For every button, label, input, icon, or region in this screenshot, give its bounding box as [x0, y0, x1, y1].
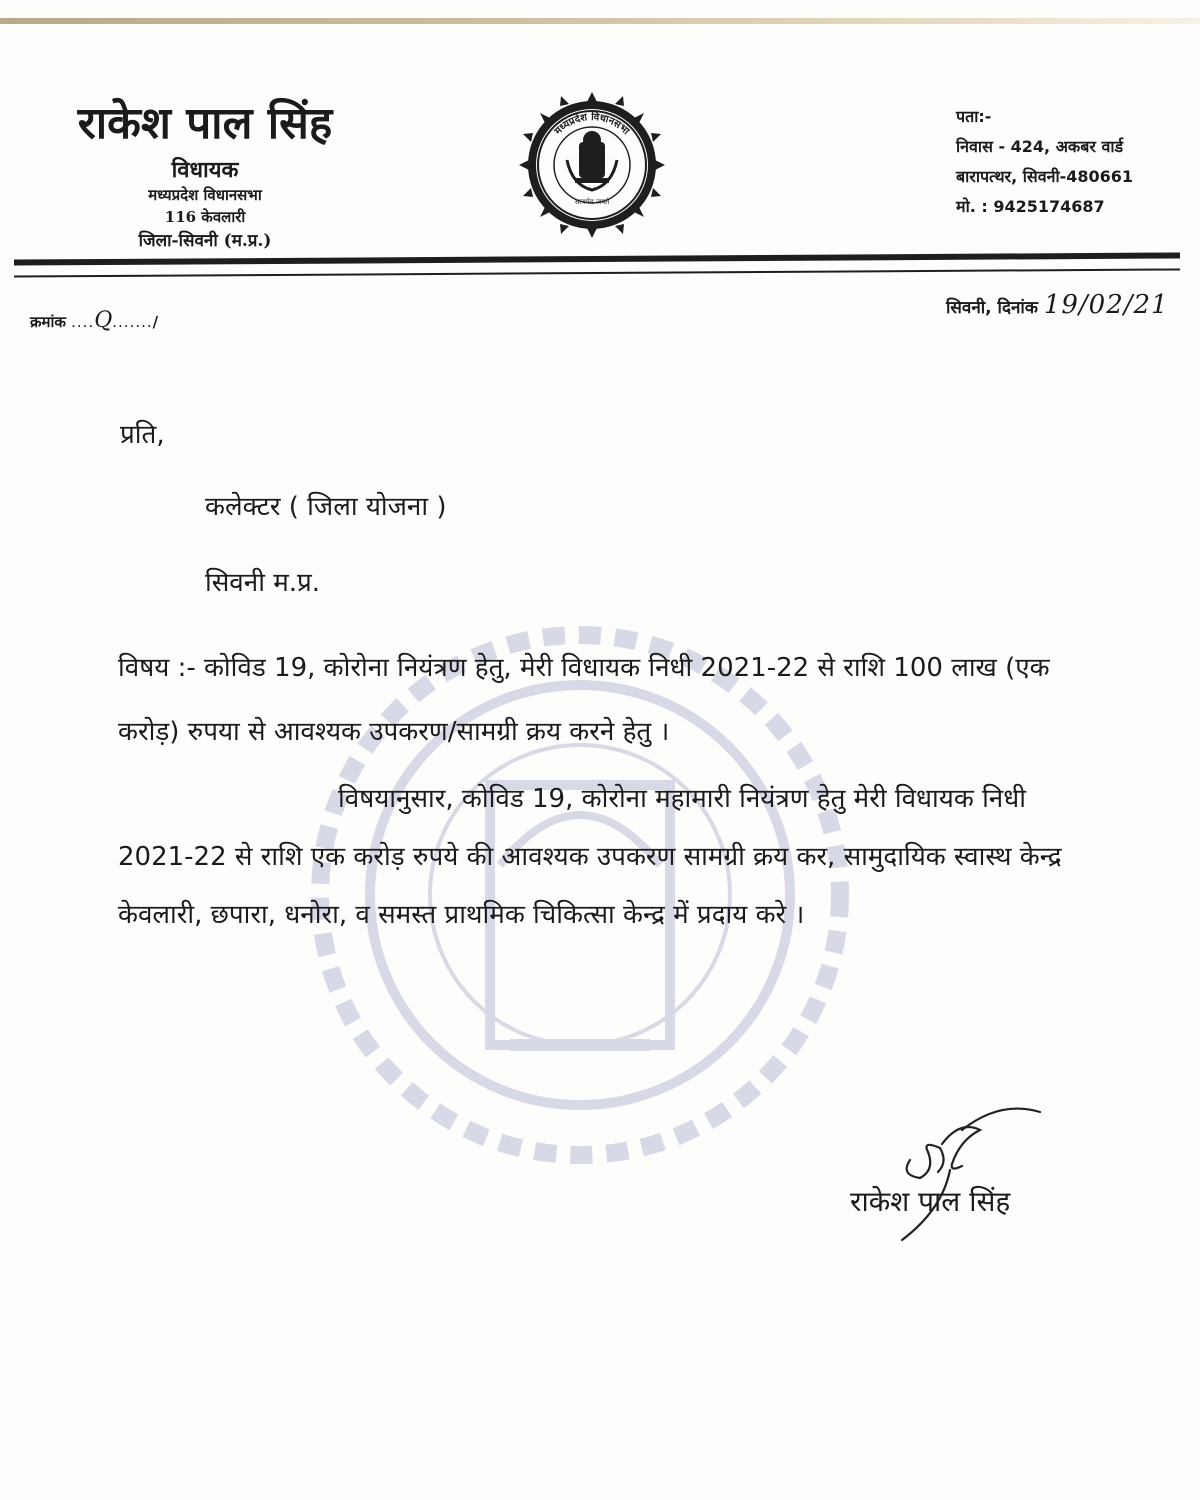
district: जिला-सिवनी (म.प्र.): [138, 231, 272, 251]
mla-name: राकेश पाल सिंह: [77, 98, 333, 149]
letterhead-address: [956, 102, 1191, 222]
letterhead-left: [40, 96, 370, 254]
paper-edge: [0, 18, 1200, 24]
designation: विधायक: [171, 158, 239, 183]
emblem-text: मध्यप्रदेश विधानसभा: [552, 111, 632, 138]
addressee-city: सिवनी म.प्र.: [205, 568, 321, 598]
subject: विषय :- कोविड 19, कोरोना नियंत्रण हेतु, मेरी विधायक निधी 2021-22 से राशि 100 लाख (एक करोड़) रुपया से आवश्यक उपकरण/सामग्री क्रय करने हेतु ।: [118, 653, 1050, 747]
assembly-emblem-icon: [517, 90, 667, 240]
date-label: सिवनी, दिनांक: [946, 298, 1038, 318]
mobile-number: मो. : 9425174687: [956, 197, 1105, 216]
address-label: पता:-: [956, 107, 992, 126]
reference-handwritten: Q: [94, 308, 113, 333]
date-handwritten: 19/02/21: [1043, 290, 1169, 320]
reference-number: क्रमांक ....Q......./: [30, 308, 159, 333]
emblem-motto: सत्यमेव जयते: [574, 198, 610, 206]
address-line-1: निवास - 424, अकबर वार्ड: [956, 137, 1124, 156]
signatory-name: राकेश पाल सिंह: [850, 1185, 1011, 1218]
address-line-2: बारापत्थर, सिवनी-480661: [956, 167, 1134, 186]
reference-suffix: /: [152, 313, 159, 331]
reference-label: क्रमांक: [30, 313, 66, 331]
date-line: [946, 290, 1169, 320]
header-rule-thick: [14, 252, 1180, 265]
constituency: 116 केवलारी: [164, 208, 246, 226]
handwritten-signature-icon: [890, 1100, 1060, 1250]
assembly-name: मध्यप्रदेश विधानसभा: [148, 186, 262, 204]
header-rule-thin: [14, 268, 1180, 277]
body-paragraph: विषयानुसार, कोविड 19, कोरोना महामारी नियंत्रण हेतु मेरी विधायक निधी 2021-22 से राशि एक करोड़ रुपये की आवश्यक उपकरण सामग्री क्रय कर, सामुदायिक स्वास्थ केन्द्र केवलारी, छपारा, धनोरा, व समस्त प्राथमिक चिकित्सा केन्द्र में प्रदाय करे ।: [118, 784, 1062, 930]
salutation: प्रति,: [120, 420, 165, 450]
addressee: कलेक्टर ( जिला योजना ): [205, 492, 447, 522]
